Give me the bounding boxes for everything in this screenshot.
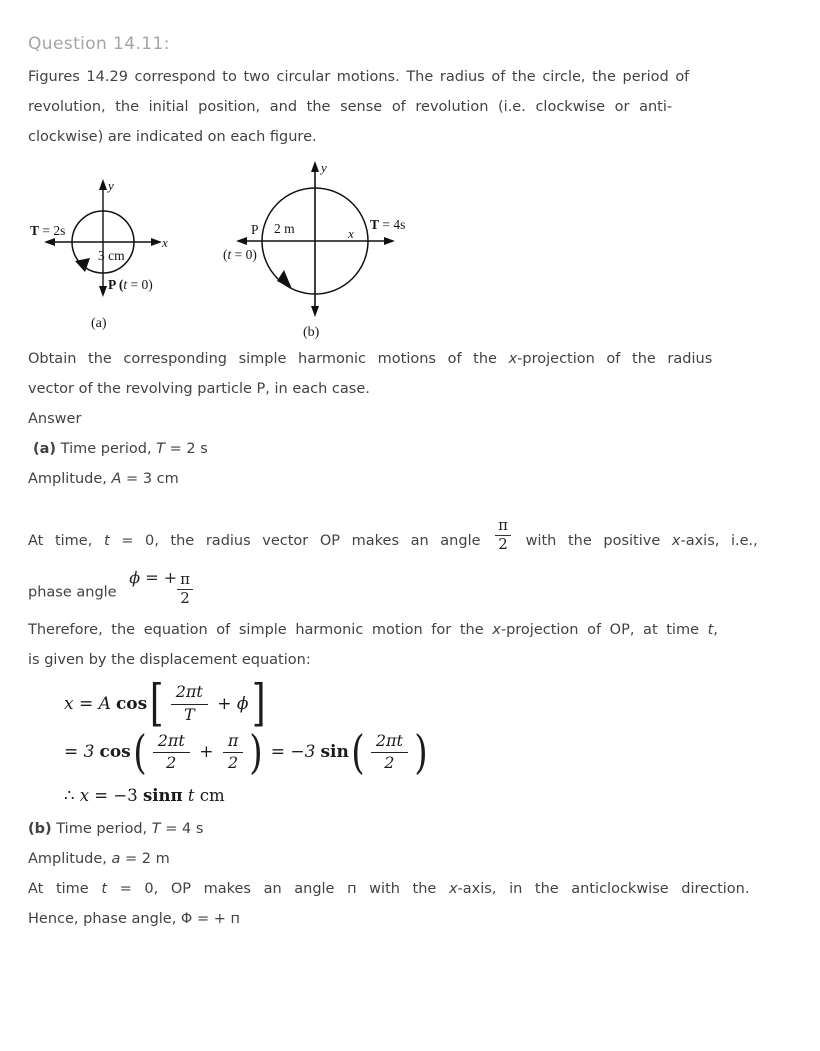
figure-b-diagram: [218, 158, 428, 344]
equation-3: ∴ x = −3 sinπ t cm: [64, 785, 225, 805]
intro-line-1: Figures 14.29 correspond to two circular motions. The radius of the circle, the period of: [28, 69, 690, 85]
fig-b-x-arrow-left-icon: [236, 237, 247, 245]
fig-a-caption: (a): [91, 316, 107, 331]
fig-a-x-label: x: [162, 235, 168, 250]
question-title: Question 14.11:: [28, 34, 170, 54]
part-b-amplitude: Amplitude, a = 2 m: [28, 850, 170, 867]
fig-a-y-arrow-down-icon: [99, 286, 107, 297]
fig-b-period-label: T = 4s: [370, 217, 406, 232]
fig-b-y-label: y: [321, 160, 327, 175]
fig-a-x-arrow-right-icon: [151, 238, 162, 246]
fig-b-x-label: x: [348, 226, 354, 241]
part-b-attime-line: At time t = 0, OP makes an angle п with the x-axis, in the anticlockwise direction.: [28, 880, 750, 897]
fig-b-rotation-arrow-icon: [277, 270, 292, 289]
intro-line-3: clockwise) are indicated on each figure.: [28, 129, 317, 145]
therefore-line-2: is given by the displacement equation:: [28, 652, 311, 669]
fig-b-caption: (b): [303, 325, 320, 340]
fig-b-radius-label: 2 m: [274, 221, 295, 236]
intro-paragraph: [28, 62, 788, 152]
part-a-amplitude: Amplitude, A = 3 cm: [28, 471, 179, 487]
part-b-heading: (b) Time period, T = 4 s: [28, 820, 204, 837]
answer-label: Answer: [28, 411, 82, 427]
fig-a-y-arrow-up-icon: [99, 179, 107, 190]
phase-pi-over-2-fraction: $\frac{\pi}{2}$: [177, 572, 193, 607]
part-b-hence-line: Hence, phase angle, Φ = + п: [28, 910, 240, 927]
obtain-paragraph: [28, 344, 788, 404]
right-square-bracket: ]: [251, 673, 266, 732]
phase-angle-line: phase angle ϕ = + $\frac{\pi}{2}$: [28, 572, 788, 608]
fig-b-particle-label: P: [251, 222, 259, 237]
therefore-line-1: Therefore, the equation of simple harmonic motion for the x-projection of OP, at time t,: [28, 622, 718, 639]
right-paren-2: ): [414, 725, 428, 780]
fig-b-t0-label: (t = 0): [223, 247, 257, 262]
equation-1: x = A cos [ 2πt T + ϕ ]: [64, 673, 266, 732]
fig-b-y-arrow-up-icon: [311, 161, 319, 172]
left-paren-2: (: [351, 725, 365, 780]
fig-b-y-arrow-down-icon: [311, 306, 319, 317]
fig-b-x-arrow-right-icon: [384, 237, 395, 245]
right-paren-1: ): [249, 725, 264, 780]
left-paren-1: (: [132, 725, 147, 780]
obtain-line-2: vector of the revolving particle P, in each case.: [28, 381, 370, 397]
fig-a-y-label: y: [108, 178, 114, 193]
fig-a-period-label: T = 2s: [30, 223, 66, 238]
intro-line-2: revolution, the initial position, and the sense of revolution (i.e. clockwise or anti-: [28, 99, 673, 115]
eq2-fraction-2: $\frac{\pi}{2}$: [223, 732, 244, 773]
fig-a-radius-label: 3 cm: [98, 248, 125, 263]
fig-a-x-arrow-left-icon: [44, 238, 55, 246]
equation-2: = 3 cos ( 2πt 2 + $\frac{\pi}{2}$ ) = −3 sin ( 2πt 2 ): [64, 725, 428, 780]
fig-a-particle-label: P (t = 0): [108, 277, 153, 292]
pi-over-2-fraction: $\frac{\pi}{2}$: [495, 518, 511, 553]
document-page: [0, 34, 820, 934]
eq1-fraction: 2πt T: [171, 683, 208, 724]
phase-angle-equation: ϕ = + $\frac{\pi}{2}$: [129, 572, 193, 607]
eq2-fraction-3: 2πt 2: [371, 732, 408, 773]
eq2-fraction-1: 2πt 2: [153, 732, 190, 773]
figure-a-diagram: [28, 158, 188, 338]
therefore-symbol: ∴: [64, 785, 80, 805]
part-a-attime-line: At time, t = 0, the radius vector OP makes an angle $\frac{\pi}{2}$ with the positive x-axis, i.e.,: [28, 516, 758, 553]
part-a-heading: (a) Time period, T = 2 s: [33, 441, 208, 457]
figure-14-29: [28, 158, 788, 344]
left-square-bracket: [: [150, 673, 164, 732]
obtain-line-1: Obtain the corresponding simple harmonic motions of the x-projection of the radius: [28, 351, 713, 367]
